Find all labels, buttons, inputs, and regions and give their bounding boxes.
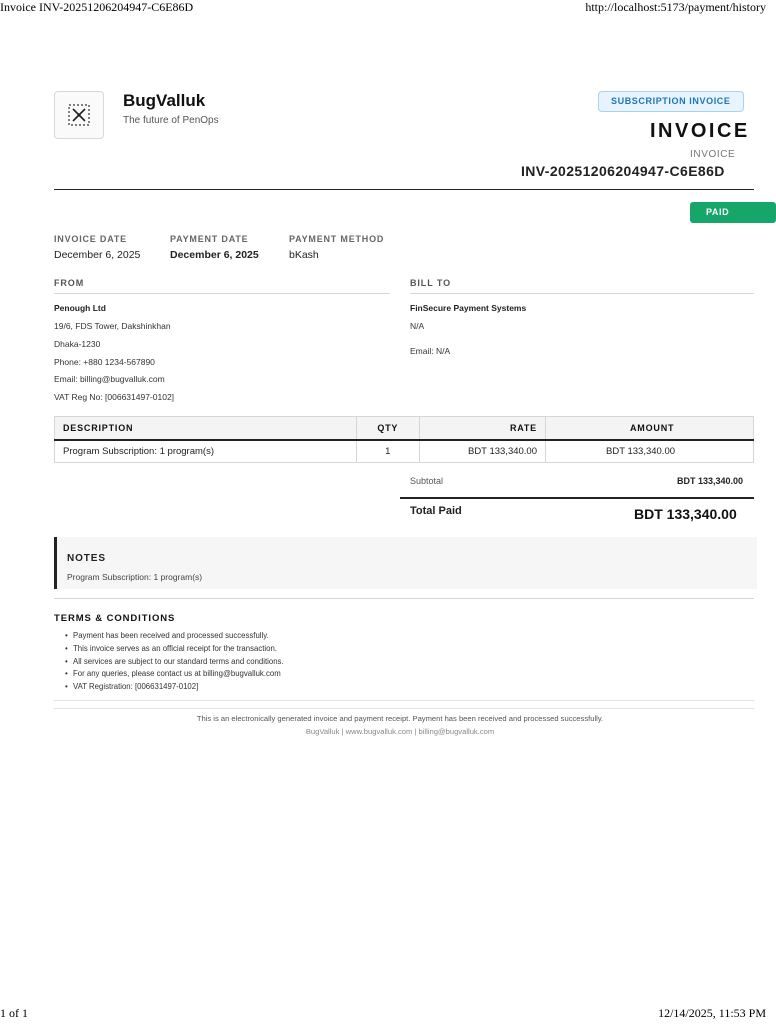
footer-divider-top [54, 700, 754, 701]
from-divider [54, 293, 390, 294]
bill-to-email: Email: N/A [410, 346, 451, 356]
notes-text: Program Subscription: 1 program(s) [67, 572, 203, 582]
notes-box [54, 537, 757, 589]
print-datetime: 12/14/2025, 11:53 PM [658, 1006, 766, 1020]
invoice-number: INV-20251206204947-C6E86D [521, 163, 725, 179]
terms-list [54, 630, 284, 694]
from-company: Penough Ltd [54, 303, 106, 313]
total-paid-label: Total Paid [410, 505, 462, 517]
from-address-2: Dhaka-1230 [54, 339, 101, 349]
col-description: DESCRIPTION [55, 417, 357, 441]
notes-divider [54, 598, 754, 599]
list-item: • This invoice serves as an official receipt for the transaction. [73, 643, 284, 656]
subtotal-label: Subtotal [410, 476, 444, 486]
table-header-row [55, 417, 754, 441]
table-row [55, 440, 754, 463]
print-header [0, 0, 768, 18]
invoice-date: December 6, 2025 [54, 249, 141, 261]
col-amount: AMOUNT [546, 417, 754, 441]
from-phone: Phone: +880 1234-567890 [54, 357, 155, 367]
company-logo [54, 91, 104, 139]
invoice-sheet [0, 18, 750, 1008]
print-page-count: 1 of 1 [0, 1006, 28, 1020]
col-rate: RATE [420, 417, 546, 441]
total-divider [400, 497, 754, 499]
from-label: FROM [54, 278, 85, 288]
item-rate: BDT 133,340.00 [420, 440, 546, 463]
payment-method-label: PAYMENT METHOD [289, 234, 385, 244]
item-description: Program Subscription: 1 program(s) [55, 440, 357, 463]
bill-to-label: BILL TO [410, 278, 451, 288]
image-placeholder-icon [67, 103, 91, 127]
header-divider [54, 189, 754, 190]
footer-contact: BugValluk | www.bugvalluk.com | billing@bugvalluk.com [305, 727, 495, 736]
footer-disclaimer: This is an electronically generated invoice and payment receipt. Payment has been received and processed successfully. [196, 714, 604, 723]
invoice-subtitle: INVOICE [690, 149, 736, 160]
footer-divider [54, 708, 754, 709]
bill-to-company: FinSecure Payment Systems [410, 303, 527, 313]
list-item: • For any queries, please contact us at billing@bugvalluk.com [73, 668, 284, 681]
payment-date-label: PAYMENT DATE [170, 234, 249, 244]
payment-method: bKash [289, 249, 319, 261]
invoice-type-badge: SUBSCRIPTION INVOICE [598, 91, 744, 112]
status-badge: PAID [690, 202, 776, 223]
line-items-table [54, 416, 754, 463]
payment-date: December 6, 2025 [170, 249, 259, 261]
print-footer [0, 1006, 768, 1024]
company-name: BugValluk [123, 91, 206, 110]
total-paid-value: BDT 133,340.00 [634, 506, 737, 522]
from-address-1: 19/6, FDS Tower, Dakshinkhan [54, 321, 171, 331]
invoice-date-label: INVOICE DATE [54, 234, 127, 244]
list-item: • VAT Registration: [006631497-0102] [73, 681, 284, 694]
print-header-url: http://localhost:5173/payment/history [585, 0, 766, 14]
item-qty: 1 [356, 440, 420, 463]
list-item: • All services are subject to our standard terms and conditions. [73, 656, 284, 669]
print-header-title: Invoice INV-20251206204947-C6E86D [0, 0, 194, 14]
subtotal-value: BDT 133,340.00 [677, 476, 744, 486]
bill-to-address: N/A [410, 321, 425, 331]
from-email: Email: billing@bugvalluk.com [54, 374, 165, 384]
item-amount: BDT 133,340.00 [546, 440, 754, 463]
company-tagline: The future of PenOps [123, 115, 219, 126]
bill-to-divider [410, 293, 754, 294]
list-item: • Payment has been received and processed successfully. [73, 630, 284, 643]
from-vat: VAT Reg No: [006631497-0102] [54, 392, 175, 402]
terms-label: TERMS & CONDITIONS [54, 613, 176, 624]
invoice-title: INVOICE [650, 120, 750, 142]
notes-label: NOTES [67, 553, 106, 564]
col-qty: QTY [356, 417, 420, 441]
